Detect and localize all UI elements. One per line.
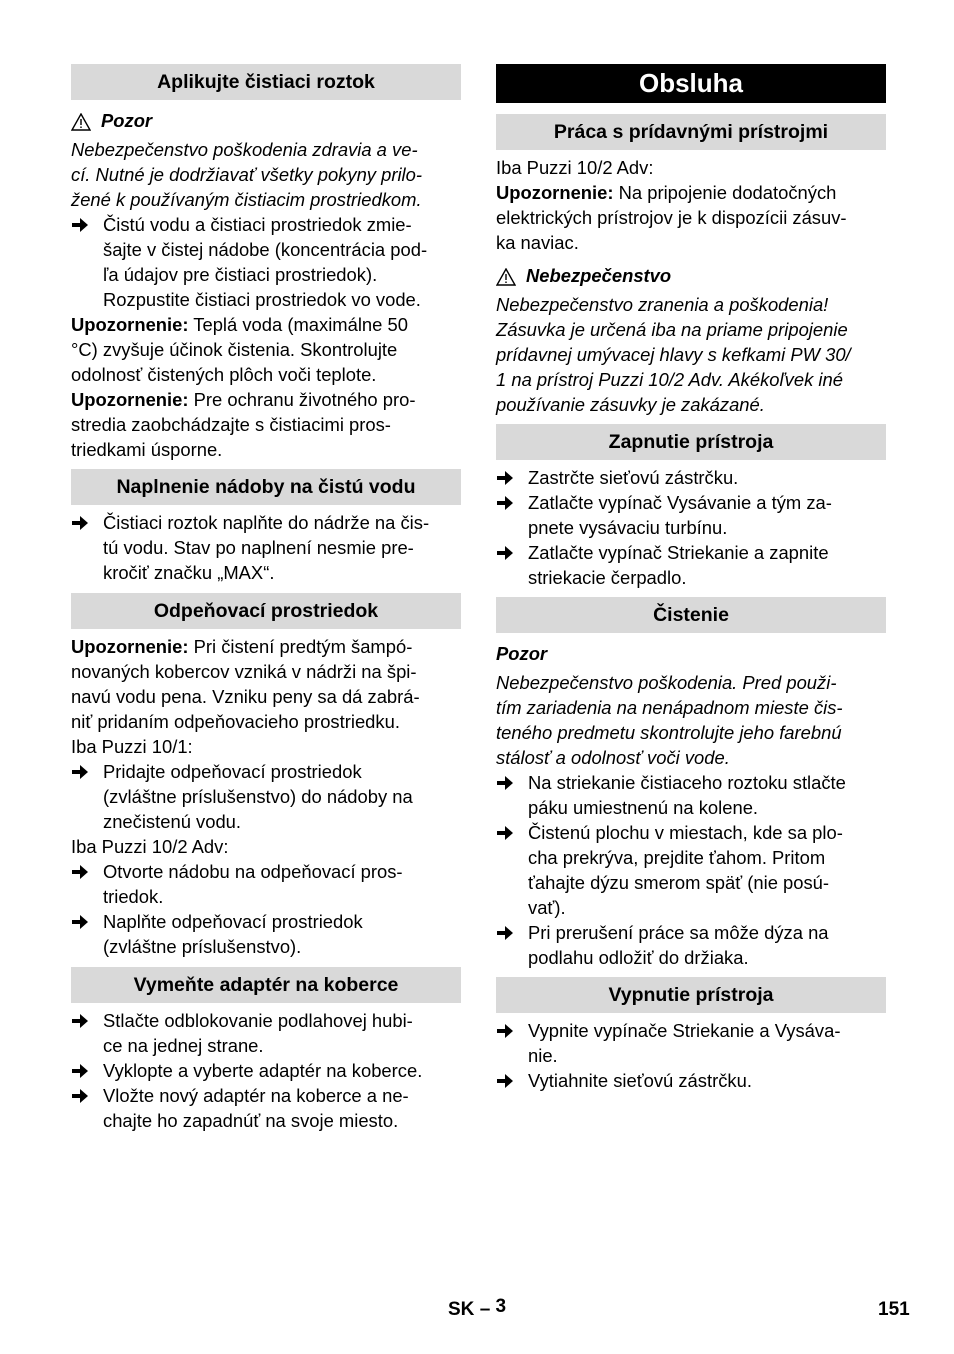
list-item: Čistiaci roztok naplňte do nádrže na čis- tú vodu. Stav po naplnení nesmie pre- kročiť značku „MAX“. (71, 510, 461, 585)
section-heading: Odpeňovací prostriedok (71, 593, 461, 629)
arrow-right-icon (496, 1068, 528, 1093)
arrow-right-icon (496, 770, 528, 820)
section-heading: Práca s prídavnými prístrojmi (496, 114, 886, 150)
arrow-right-icon (71, 212, 103, 312)
list-item: Vložte nový adaptér na koberce a ne- chajte ho zapadnúť na svoje miesto. (71, 1083, 461, 1133)
note-paragraph: Upozornenie: Na pripojenie dodatočných elektrických prístrojov je k dispozícii zásuv- ka naviac. (496, 182, 847, 253)
arrow-right-icon (71, 909, 103, 959)
warning-title: Pozor (71, 108, 461, 133)
section-heading: Čistenie (496, 597, 886, 633)
list-item: Naplňte odpeňovací prostriedok (zvláštne príslušenstvo). (71, 909, 461, 959)
arrow-right-icon (496, 540, 528, 590)
warning-title: Nebezpečenstvo (496, 263, 886, 288)
warning-text: Nebezpečenstvo poškodenia. Pred použi- tím zariadenia na nenápadnom mieste čis- teného predmetu skontrolujte jeho farebnú stálosť a odolnosť voči vode. (496, 672, 843, 768)
note-paragraph: Upozornenie: Teplá voda (maximálne 50 °C) zvyšuje účinok čistenia. Skontrolujte odolnosť čistených plôch voči teplote. (71, 314, 408, 385)
list-item: Pri prerušení práce sa môže dýza na podlahu odložiť do držiaka. (496, 920, 886, 970)
list-item: Vypnite vypínače Striekanie a Vysáva- nie. (496, 1018, 886, 1068)
right-column (496, 64, 886, 1093)
model-note: Iba Puzzi 10/1: (71, 736, 193, 757)
list-item: Čistú vodu a čistiaci prostriedok zmie- šajte v čistej nádobe (koncentrácia pod- ľa údajov pre čistiaci prostriedok). Rozpustite čistiaci prostriedok vo vode. (71, 212, 461, 312)
chapter-heading: Obsluha (496, 64, 886, 103)
list-item: Zastrčte sieťovú zástrčku. (496, 465, 886, 490)
left-column (71, 64, 461, 1133)
arrow-right-icon (71, 1058, 103, 1083)
list-item: Na striekanie čistiaceho roztoku stlačte páku umiestnenú na kolene. (496, 770, 886, 820)
arrow-right-icon (496, 465, 528, 490)
section-heading: Vymeňte adaptér na koberce (71, 967, 461, 1003)
arrow-right-icon (496, 920, 528, 970)
section-heading: Vypnutie prístroja (496, 977, 886, 1013)
list-item: Zatlačte vypínač Striekanie a zapnite striekacie čerpadlo. (496, 540, 886, 590)
list-item: Vyklopte a vyberte adaptér na koberce. (71, 1058, 461, 1083)
arrow-right-icon (71, 759, 103, 834)
arrow-right-icon (71, 510, 103, 585)
model-note: Iba Puzzi 10/2 Adv: (71, 836, 229, 857)
note-paragraph: Upozornenie: Pre ochranu životného pro- stredia zaobchádzajte s čistiacimi pros- triedkami úsporne. (71, 389, 416, 460)
warning-triangle-icon (71, 112, 91, 130)
arrow-right-icon (71, 859, 103, 909)
list-item: Pridajte odpeňovací prostriedok (zvláštne príslušenstvo) do nádoby na znečistenú vodu. (71, 759, 461, 834)
warning-text: Nebezpečenstvo poškodenia zdravia a ve- cí. Nutné je dodržiavať všetky pokyny prilo- žené k používaným čistiacim prostriedkom. (71, 139, 422, 210)
list-item: Zatlačte vypínač Vysávanie a tým za- pnete vysávaciu turbínu. (496, 490, 886, 540)
arrow-right-icon (496, 490, 528, 540)
model-note: Iba Puzzi 10/2 Adv: (496, 157, 654, 178)
list-item: Otvorte nádobu na odpeňovací pros- triedok. (71, 859, 461, 909)
arrow-right-icon (496, 820, 528, 920)
footer-section-label: SK – 3 (448, 1296, 507, 1320)
list-item: Čistenú plochu v miestach, kde sa plo- cha prekrýva, prejdite ťahom. Pritom ťahajte dýzu smerom späť (nie posú- vať). (496, 820, 886, 920)
list-item: Vytiahnite sieťovú zástrčku. (496, 1068, 886, 1093)
warning-title: Pozor (496, 643, 548, 664)
arrow-right-icon (71, 1008, 103, 1058)
arrow-right-icon (496, 1018, 528, 1068)
section-heading: Zapnutie prístroja (496, 424, 886, 460)
warning-triangle-icon (496, 267, 516, 285)
section-heading: Aplikujte čistiaci roztok (71, 64, 461, 100)
warning-text: Nebezpečenstvo zranenia a poškodenia! Zásuvka je určená iba na priame pripojenie prídavnej umývacej hlavy s kefkami PW 30/ 1 na prístroj Puzzi 10/2 Adv. Akékoľvek iné používanie zásuvky je zakázané. (496, 294, 851, 415)
arrow-right-icon (71, 1083, 103, 1133)
page-number: 151 (878, 1299, 910, 1320)
note-paragraph: Upozornenie: Pri čistení predtým šampó- novaných kobercov vzniká v nádrži na špi- navú vodu pena. Vzniku peny sa dá zabrá- niť pridaním odpeňovacieho prostriedku. (71, 636, 420, 732)
section-heading: Naplnenie nádoby na čistú vodu (71, 469, 461, 505)
list-item: Stlačte odblokovanie podlahovej hubi- ce na jednej strane. (71, 1008, 461, 1058)
